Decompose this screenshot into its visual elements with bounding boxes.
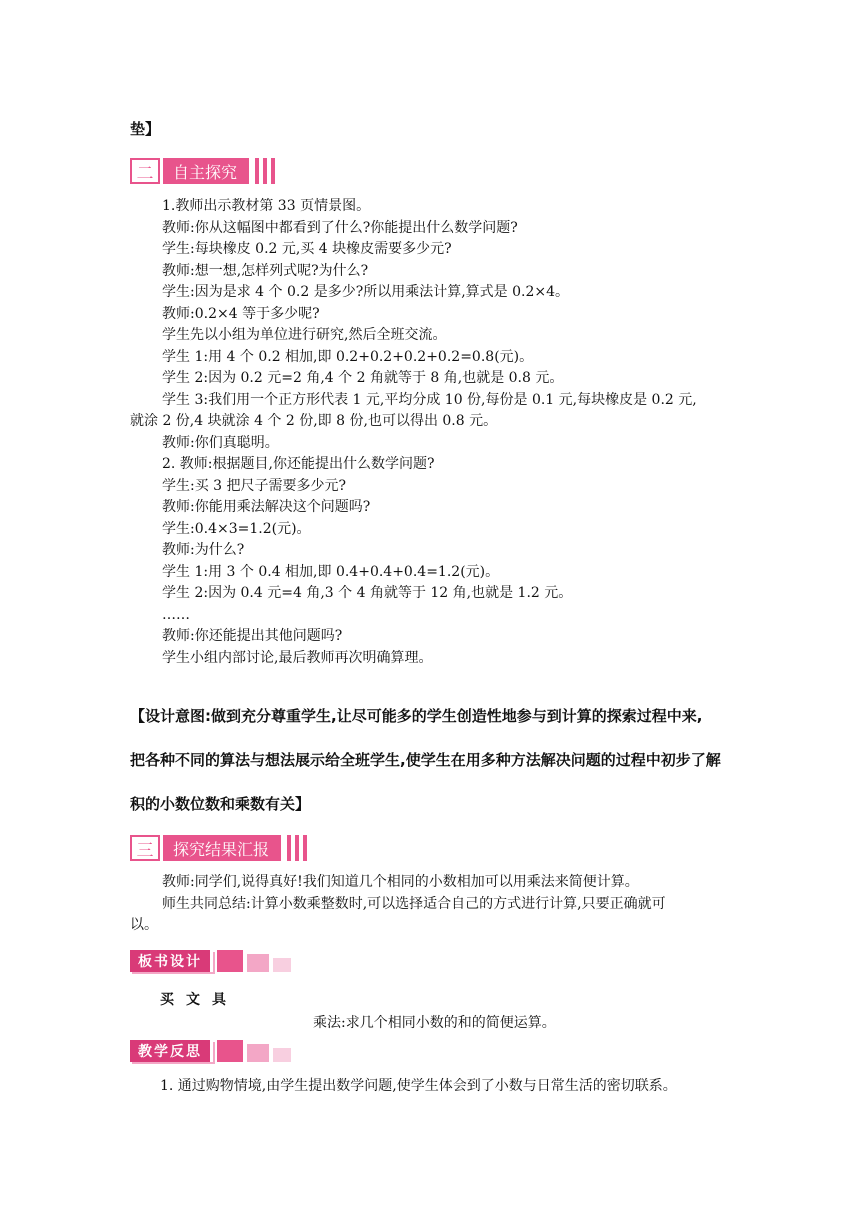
section-header-2 [130, 158, 275, 184]
board-title: 买文具 [160, 992, 238, 1008]
top-fragment: 垫】 [130, 120, 161, 138]
text-line: 教师:你还能提出其他问题吗? [162, 628, 343, 644]
text-line: 学生 2:因为 0.2 元=2 角,4 个 2 角就等于 8 角,也就是 0.8 元。 [162, 370, 564, 386]
section2-body [130, 196, 730, 669]
section-title: 探究结果汇报 [163, 835, 281, 861]
decorative-square-icon [217, 1040, 243, 1062]
decorative-square-icon [217, 950, 243, 972]
decorative-bars-icon [251, 158, 275, 184]
text-line: …… [162, 606, 190, 623]
text-line: 学生小组内部讨论,最后教师再次明确算理。 [162, 649, 433, 666]
text-line: 学生 3:我们用一个正方形代表 1 元,平均分成 10 份,每份是 0.1 元,每块橡皮是 0.2 元, [162, 391, 697, 408]
tag-label: 板书设计 [130, 950, 213, 972]
text-line: 师生共同总结:计算小数乘整数时,可以选择适合自己的方式进行计算,只要正确就可 [162, 895, 666, 912]
text-line: 教师:你们真聪明。 [162, 434, 279, 451]
board-design-header [130, 950, 291, 972]
design-intent-line: 把各种不同的算法与想法展示给全班学生,使学生在用多种方法解决问题的过程中初步了解 [130, 751, 721, 769]
section-header-3 [130, 835, 307, 861]
text-line: 教师:想一想,怎样列式呢?为什么? [162, 262, 369, 279]
text-line: 1.教师出示教材第 33 页情景图。 [162, 198, 371, 214]
design-intent-line: 积的小数位数和乘数有关】 [130, 795, 311, 813]
text-line: 教师:你从这幅图中都看到了什么?你能提出什么数学问题? [162, 219, 518, 236]
text-line: 以。 [130, 917, 158, 933]
reflection-header [130, 1040, 291, 1062]
text-line: 教师:为什么? [162, 542, 245, 558]
text-line: 2. 教师:根据题目,你还能提出什么数学问题? [162, 456, 435, 472]
board-rule: 乘法:求几个相同小数的和的简便运算。 [313, 1015, 556, 1031]
decorative-square-icon [273, 1048, 291, 1062]
text-line: 学生先以小组为单位进行研究,然后全班交流。 [162, 327, 447, 343]
text-line: 学生:因为是求 4 个 0.2 是多少?所以用乘法计算,算式是 0.2×4。 [162, 284, 569, 300]
text-line: 学生 2:因为 0.4 元=4 角,3 个 4 角就等于 12 角,也就是 1.2 元。 [162, 585, 573, 601]
text-line: 教师:0.2×4 等于多少呢? [162, 305, 320, 322]
text-line: 学生 1:用 4 个 0.2 相加,即 0.2+0.2+0.2+0.2=0.8(元)。 [162, 348, 534, 365]
text-line: 教师:同学们,说得真好!我们知道几个相同的小数相加可以用乘法来简便计算。 [162, 874, 639, 890]
tag-label: 教学反思 [130, 1040, 213, 1062]
section-number: 三 [130, 835, 160, 861]
section-title: 自主探究 [163, 158, 249, 184]
section-number: 二 [130, 158, 160, 184]
text-line: 学生:每块橡皮 0.2 元,买 4 块橡皮需要多少元? [162, 241, 452, 257]
text-line: 学生:0.4×3=1.2(元)。 [162, 520, 311, 537]
design-intent-line: 【设计意图:做到充分尊重学生,让尽可能多的学生创造性地参与到计算的探索过程中来, [130, 707, 703, 725]
text-line: 1. 通过购物情境,由学生提出数学问题,使学生体会到了小数与日常生活的密切联系。 [160, 1078, 677, 1094]
decorative-square-icon [247, 954, 269, 972]
text-line: 教师:你能用乘法解决这个问题吗? [162, 499, 371, 515]
decorative-square-icon [247, 1044, 269, 1062]
text-line: 就涂 2 份,4 块就涂 4 个 2 份,即 8 份,也可以得出 0.8 元。 [130, 413, 498, 429]
text-line: 学生:买 3 把尺子需要多少元? [162, 477, 347, 494]
decorative-bars-icon [283, 835, 307, 861]
section3-body [130, 872, 730, 937]
reflection-body [130, 1076, 770, 1098]
text-line: 学生 1:用 3 个 0.4 相加,即 0.4+0.4+0.4=1.2(元)。 [162, 563, 500, 580]
decorative-square-icon [273, 958, 291, 972]
